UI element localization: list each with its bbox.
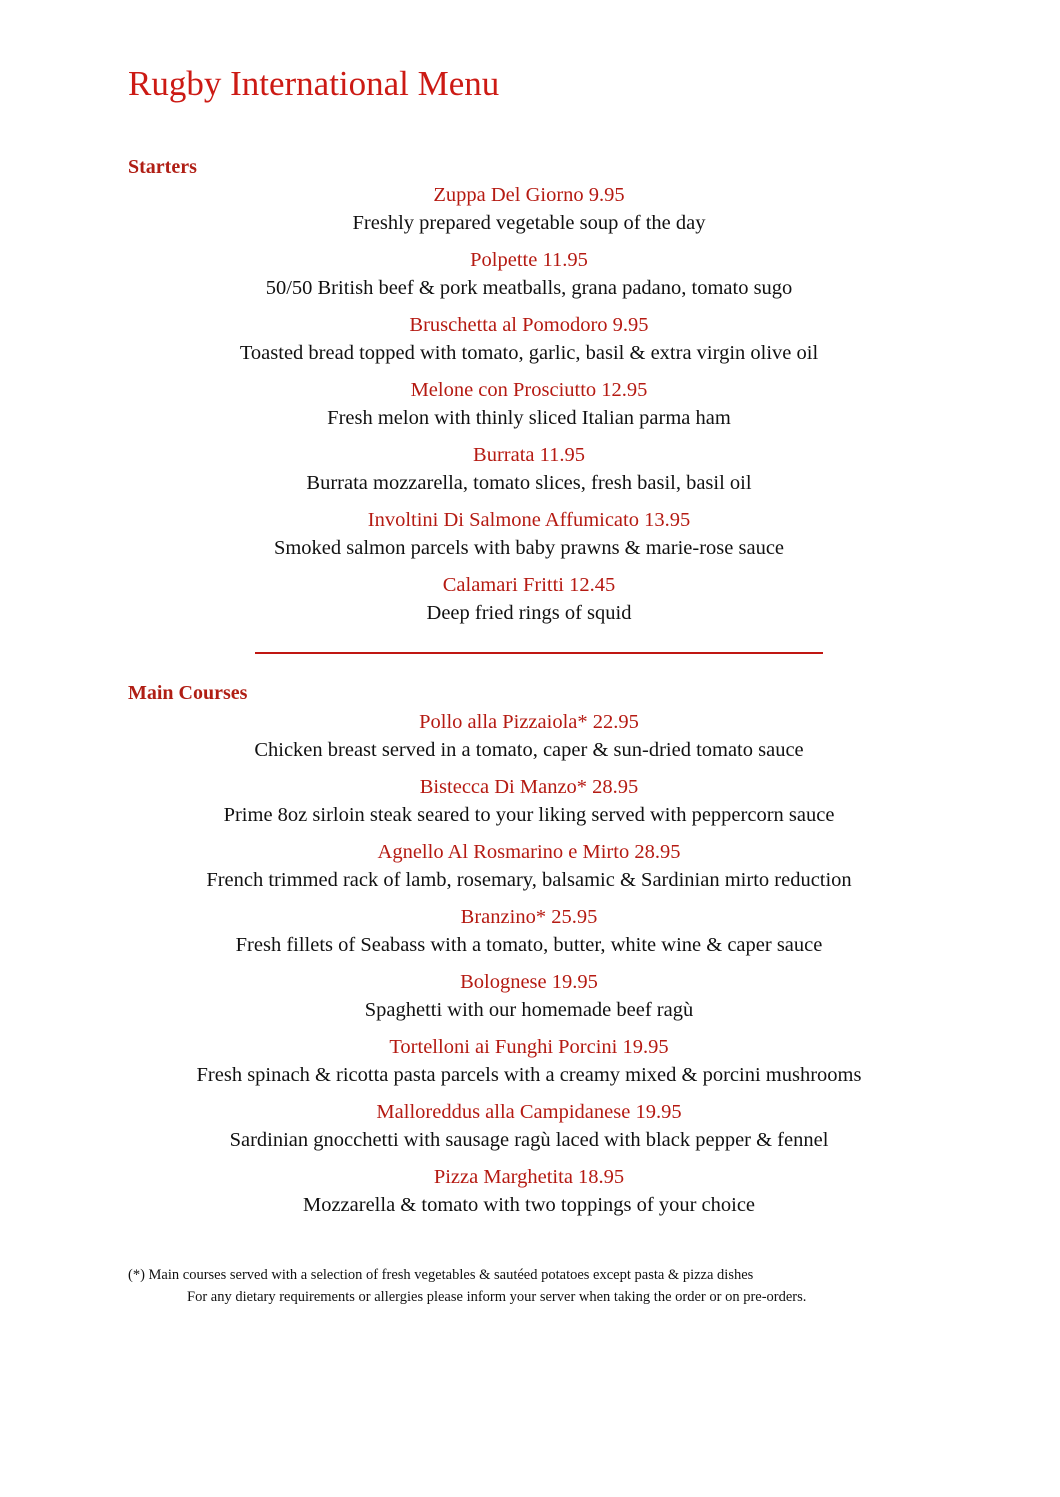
dish-name-price: Polpette 11.95: [470, 249, 588, 271]
menu-item: [0, 1034, 1058, 1099]
menu-item: [0, 377, 1058, 442]
menu-item: [0, 442, 1058, 507]
dish-name-price: Bistecca Di Manzo* 28.95: [419, 776, 639, 798]
dish-name-price: Pollo alla Pizzaiola* 22.95: [419, 711, 639, 733]
menu-item: [0, 709, 1058, 774]
menu-title: Rugby International Menu: [128, 64, 500, 103]
dish-description: Burrata mozzarella, tomato slices, fresh basil, basil oil: [306, 472, 752, 494]
dish-name-price: Melone con Prosciutto 12.95: [410, 379, 648, 401]
menu-item: [0, 182, 1058, 247]
menu-item: [0, 774, 1058, 839]
dish-description: 50/50 British beef & pork meatballs, grana padano, tomato sugo: [265, 277, 793, 299]
dish-name-price: Pizza Marghetita 18.95: [433, 1166, 625, 1188]
menu-item: [0, 507, 1058, 572]
main-courses-list: [0, 709, 1058, 1229]
dish-name-price: Agnello Al Rosmarino e Mirto 28.95: [377, 841, 681, 863]
allergy-note: For any dietary requirements or allergies please inform your server when taking the order or on pre-orders.: [187, 1289, 807, 1305]
menu-item: [0, 247, 1058, 312]
dish-description: Mozzarella & tomato with two toppings of your choice: [302, 1194, 756, 1216]
dish-description: Chicken breast served in a tomato, caper & sun-dried tomato sauce: [254, 739, 804, 761]
menu-item: [0, 312, 1058, 377]
dish-description: Deep fried rings of squid: [426, 602, 632, 624]
dish-description: Freshly prepared vegetable soup of the day: [352, 212, 706, 234]
dish-name-price: Branzino* 25.95: [460, 906, 598, 928]
dish-name-price: Bruschetta al Pomodoro 9.95: [409, 314, 649, 336]
dish-description: Smoked salmon parcels with baby prawns & marie-rose sauce: [273, 537, 785, 559]
starters-list: [0, 182, 1058, 637]
dish-description: Sardinian gnocchetti with sausage ragù laced with black pepper & fennel: [229, 1129, 829, 1151]
dish-name-price: Burrata 11.95: [473, 444, 585, 466]
starters-heading: Starters: [128, 156, 197, 178]
dish-name-price: Involtini Di Salmone Affumicato 13.95: [367, 509, 691, 531]
dish-name-price: Bolognese 19.95: [460, 971, 598, 993]
dish-description: Fresh spinach & ricotta pasta parcels with a creamy mixed & porcini mushrooms: [196, 1064, 862, 1086]
dish-name-price: Tortelloni ai Funghi Porcini 19.95: [389, 1036, 669, 1058]
section-divider: [255, 652, 823, 654]
menu-item: [0, 1099, 1058, 1164]
menu-item: [0, 904, 1058, 969]
dish-description: French trimmed rack of lamb, rosemary, balsamic & Sardinian mirto reduction: [206, 869, 852, 891]
dish-description: Toasted bread topped with tomato, garlic, basil & extra virgin olive oil: [239, 342, 819, 364]
dish-description: Prime 8oz sirloin steak seared to your liking served with peppercorn sauce: [223, 804, 835, 826]
main-courses-heading: Main Courses: [128, 682, 248, 704]
dish-description: Spaghetti with our homemade beef ragù: [364, 999, 694, 1021]
dish-name-price: Calamari Fritti 12.45: [442, 574, 616, 596]
dish-name-price: Malloreddus alla Campidanese 19.95: [376, 1101, 682, 1123]
menu-item: [0, 969, 1058, 1034]
menu-item: [0, 1164, 1058, 1229]
menu-item: [0, 572, 1058, 637]
menu-item: [0, 839, 1058, 904]
dish-name-price: Zuppa Del Giorno 9.95: [433, 184, 625, 206]
dish-description: Fresh melon with thinly sliced Italian parma ham: [327, 407, 731, 429]
footnote: (*) Main courses served with a selection of fresh vegetables & sautéed potatoes except pasta & pizza dishes: [128, 1267, 754, 1283]
dish-description: Fresh fillets of Seabass with a tomato, butter, white wine & caper sauce: [235, 934, 823, 956]
